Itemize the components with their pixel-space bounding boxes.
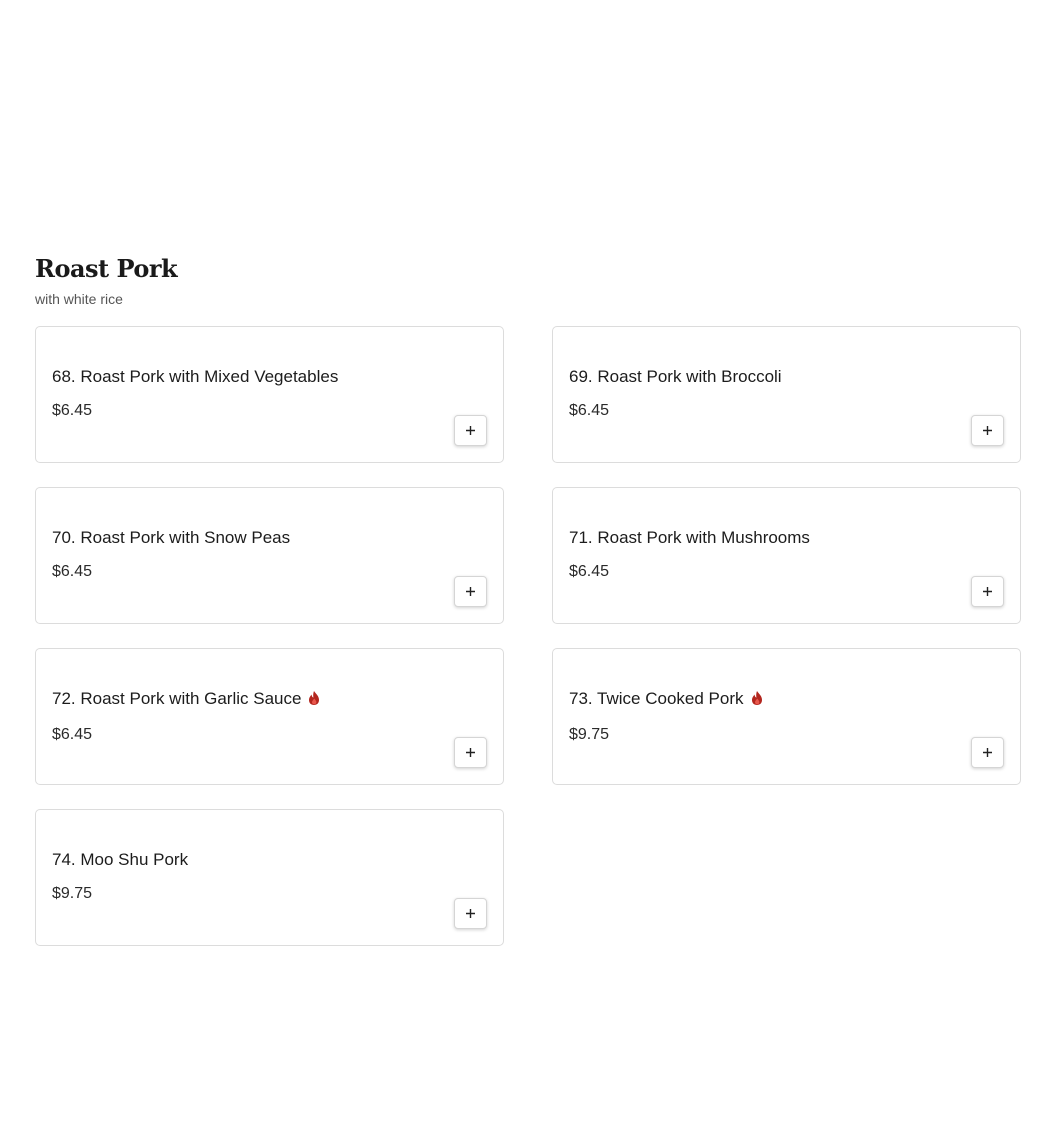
menu-item-card[interactable] (35, 326, 504, 463)
item-name (52, 527, 290, 549)
item-name (52, 366, 338, 388)
plus-icon (465, 908, 476, 919)
menu-item-card[interactable] (35, 648, 504, 785)
item-name (52, 688, 321, 710)
plus-icon (982, 747, 993, 758)
plus-icon (982, 586, 993, 597)
item-name (569, 688, 764, 710)
add-item-button[interactable] (454, 576, 487, 607)
chili-flame-icon (750, 690, 764, 706)
item-name-text: 73. Twice Cooked Pork (569, 689, 744, 708)
add-item-button[interactable] (971, 576, 1004, 607)
section-subtitle: with white rice (35, 291, 123, 307)
item-name-text: 70. Roast Pork with Snow Peas (52, 528, 291, 547)
chili-flame-icon (307, 690, 321, 706)
menu-item-card[interactable] (35, 487, 504, 624)
menu-item-card[interactable] (552, 326, 1021, 463)
menu-item-card[interactable] (35, 809, 504, 946)
plus-icon (465, 747, 476, 758)
item-price: $9.75 (52, 885, 93, 902)
item-name (569, 366, 782, 388)
menu-item-card[interactable] (552, 648, 1021, 785)
menu-section-roast-pork (35, 250, 1021, 902)
menu-items-grid (35, 326, 1021, 946)
item-price: $9.75 (569, 726, 610, 743)
item-price: $6.45 (52, 402, 93, 419)
item-price: $6.45 (569, 563, 610, 580)
item-price: $6.45 (569, 402, 610, 419)
item-price: $6.45 (52, 563, 93, 580)
plus-icon (465, 586, 476, 597)
menu-item-card[interactable] (552, 487, 1021, 624)
plus-icon (982, 425, 993, 436)
item-price: $6.45 (52, 726, 93, 743)
item-name-text: 74. Moo Shu Pork (52, 850, 189, 869)
add-item-button[interactable] (971, 415, 1004, 446)
item-name-text: 71. Roast Pork with Mushrooms (569, 528, 810, 547)
item-name-text: 72. Roast Pork with Garlic Sauce (52, 689, 302, 708)
add-item-button[interactable] (454, 898, 487, 929)
add-item-button[interactable] (454, 415, 487, 446)
add-item-button[interactable] (454, 737, 487, 768)
add-item-button[interactable] (971, 737, 1004, 768)
item-name (52, 849, 188, 871)
item-name-text: 69. Roast Pork with Broccoli (569, 367, 782, 386)
section-title: Roast Pork (35, 254, 178, 283)
plus-icon (465, 425, 476, 436)
item-name-text: 68. Roast Pork with Mixed Vegetables (52, 367, 339, 386)
item-name (569, 527, 810, 549)
